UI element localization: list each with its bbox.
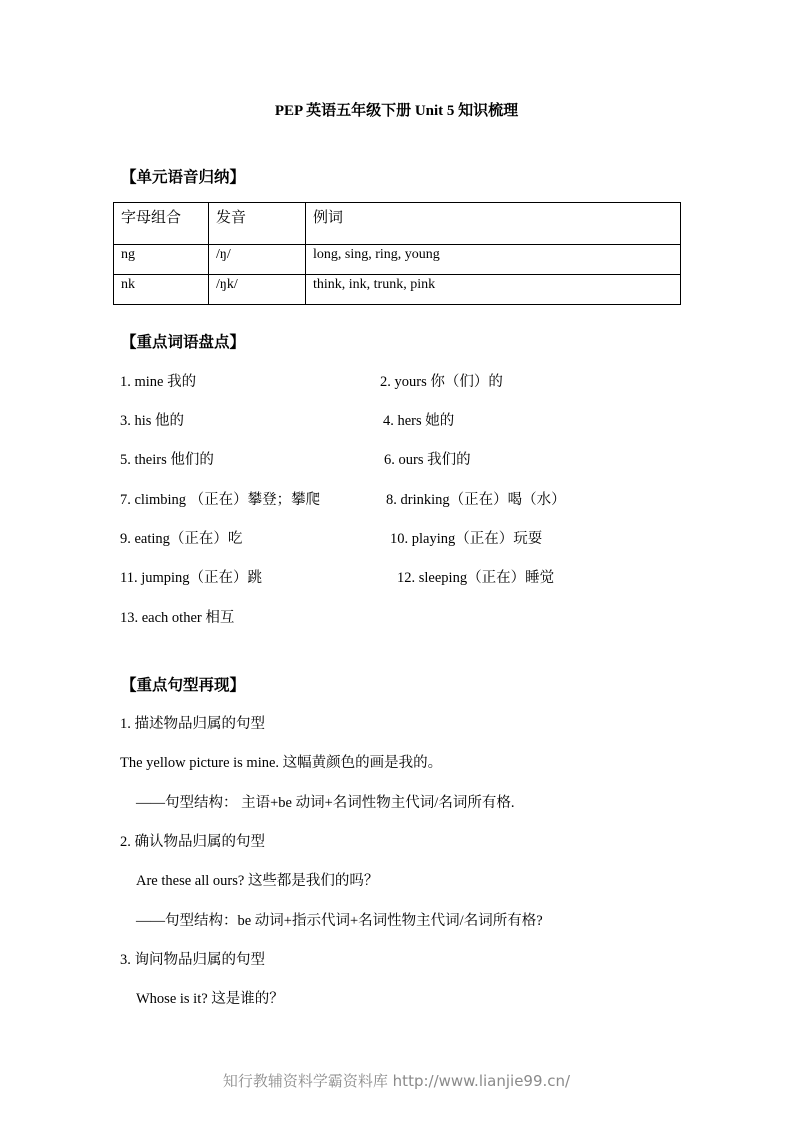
word-item: 11. jumping（正在）跳 [120, 570, 263, 586]
table-row [114, 245, 681, 275]
word-item: 8. drinking（正在）喝（水） [386, 492, 566, 508]
word-item: 2. yours 你（们）的 [380, 374, 503, 390]
table-header-cell: 发音 [209, 203, 306, 245]
section-heading-phonics: 【单元语音归纳】 [121, 168, 246, 186]
table-cell: think, ink, trunk, pink [306, 275, 681, 305]
footer-watermark: 知行教辅资料学霸资料库 http://www.lianjie99.cn/ [222, 1072, 571, 1090]
sentence-heading: 3. 询问物品归属的句型 [120, 952, 265, 968]
section-heading-sentences: 【重点句型再现】 [121, 676, 246, 694]
word-item: 10. playing（正在）玩耍 [390, 531, 543, 547]
table-header-row [114, 203, 681, 245]
sentence-heading: 2. 确认物品归属的句型 [120, 834, 265, 850]
word-item: 7. climbing （正在）攀登；攀爬 [120, 492, 321, 508]
word-item: 13. each other 相互 [120, 610, 235, 626]
sentence-structure: ——句型结构： 主语+be 动词+名词性物主代词/名词所有格. [136, 795, 515, 811]
word-item: 6. ours 我们的 [384, 452, 471, 468]
table-cell: nk [114, 275, 209, 305]
table-cell: /ŋk/ [209, 275, 306, 305]
page-title: PEP 英语五年级下册 Unit 5 知识梳理 [274, 103, 519, 119]
table-cell: long, sing, ring, young [306, 245, 681, 275]
table-header-cell: 字母组合 [114, 203, 209, 245]
word-item: 5. theirs 他们的 [120, 452, 214, 468]
sentence-example: Whose is it? 这是谁的？ [136, 991, 284, 1007]
table-cell: /ŋ/ [209, 245, 306, 275]
table-row [114, 275, 681, 305]
table-cell: ng [114, 245, 209, 275]
word-item: 1. mine 我的 [120, 374, 197, 390]
phonics-table [113, 202, 681, 305]
word-item: 12. sleeping（正在）睡觉 [397, 570, 555, 586]
word-item: 9. eating（正在）吃 [120, 531, 243, 547]
word-item: 3. his 他的 [120, 413, 185, 429]
word-item: 4. hers 她的 [383, 413, 455, 429]
section-heading-words: 【重点词语盘点】 [121, 333, 246, 351]
sentence-example: Are these all ours? 这些都是我们的吗？ [136, 873, 379, 889]
sentence-structure: ——句型结构：be 动词+指示代词+名词性物主代词/名词所有格? [136, 913, 543, 929]
table-header-cell: 例词 [306, 203, 681, 245]
sentence-heading: 1. 描述物品归属的句型 [120, 716, 265, 732]
sentence-example: The yellow picture is mine. 这幅黄颜色的画是我的。 [120, 755, 443, 771]
